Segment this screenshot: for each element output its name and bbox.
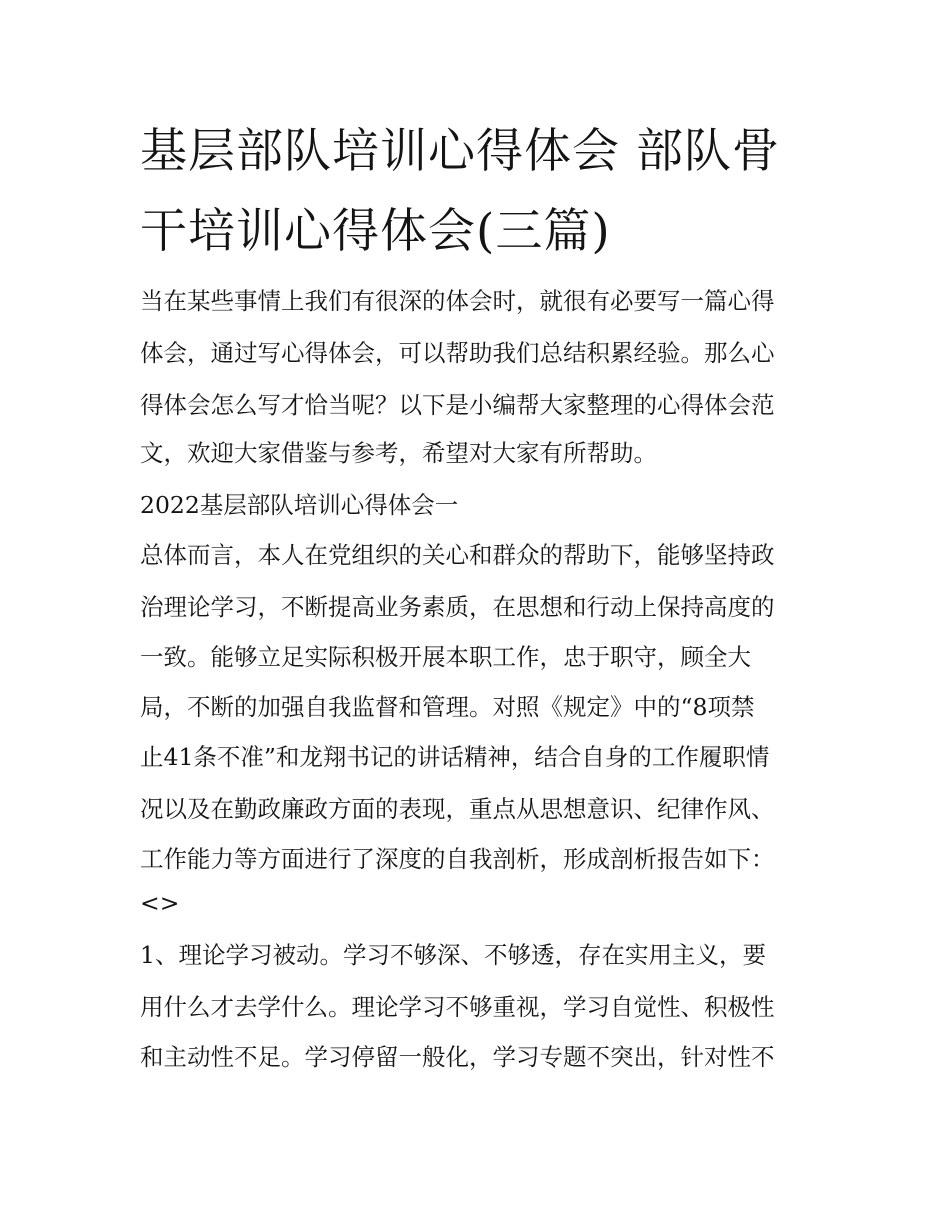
body-line: 止41条不准”和龙翔书记的讲话精神，结合自身的工作履职情: [140, 743, 770, 771]
section-heading: 2022基层部队培训心得体会一: [140, 491, 459, 519]
body-line: 用什么才去学什么。理论学习不够重视，学习自觉性、积极性: [140, 993, 775, 1021]
intro-line: 文，欢迎大家借鉴与参考，希望对大家有所帮助。: [140, 439, 657, 467]
body-line: 和主动性不足。学习停留一般化，学习专题不突出，针对性不: [140, 1043, 775, 1071]
body-line: 况以及在勤政廉政方面的表现，重点从思想意识、纪律作风、: [140, 795, 775, 823]
body-line: 总体而言，本人在党组织的关心和群众的帮助下，能够坚持政: [140, 541, 775, 569]
document-title: 基层部队培训心得体会 部队骨干培训心得体会(三篇): [140, 124, 780, 259]
body-line: 工作能力等方面进行了深度的自我剖析，形成剖析报告如下：: [140, 845, 775, 873]
intro-line: 得体会怎么写才恰当呢？以下是小编帮大家整理的心得体会范: [140, 391, 775, 419]
intro-line: 当在某些事情上我们有很深的体会时，就很有必要写一篇心得: [140, 287, 775, 315]
body-line: 治理论学习，不断提高业务素质，在思想和行动上保持高度的: [140, 593, 775, 621]
body-line: <>: [140, 889, 180, 917]
intro-line: 体会，通过写心得体会，可以帮助我们总结积累经验。那么心: [140, 339, 775, 367]
body-line: 1、理论学习被动。学习不够深、不够透，存在实用主义，要: [140, 941, 766, 969]
body-line: 一致。能够立足实际积极开展本职工作，忠于职守，顾全大: [140, 643, 751, 671]
body-line: 局，不断的加强自我监督和管理。对照《规定》中的“8项禁: [140, 693, 755, 721]
